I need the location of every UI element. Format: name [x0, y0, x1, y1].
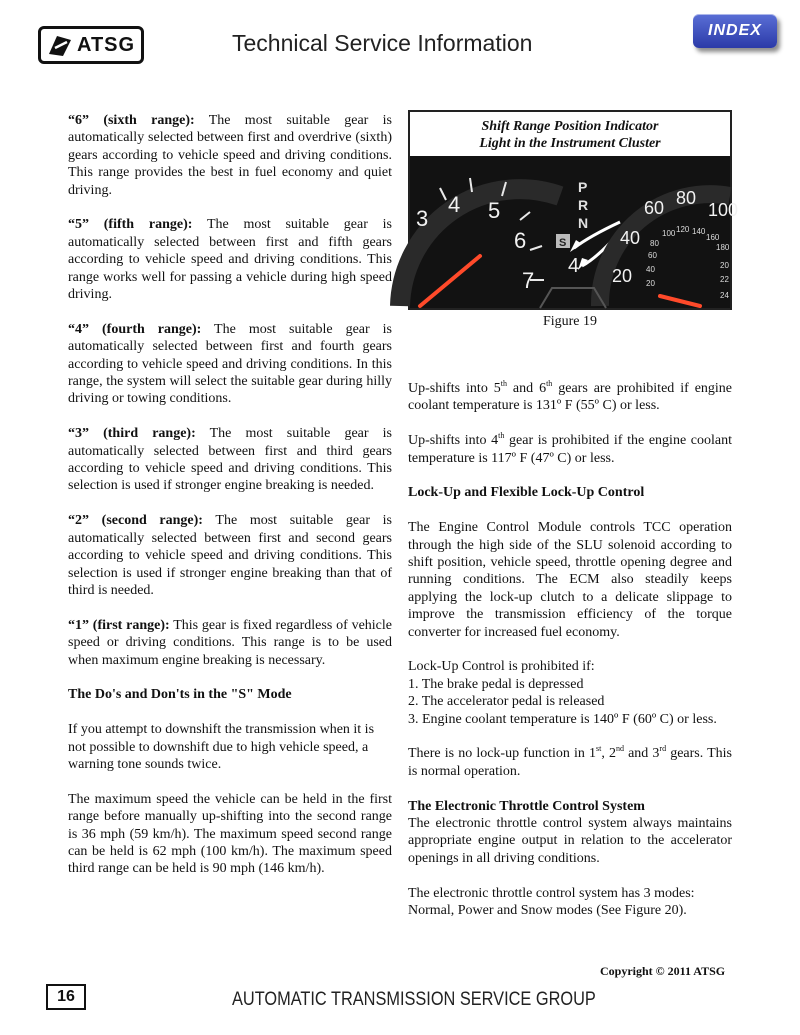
- range-description: This gear is fixed regardless of vehicle speed or driving conditions. This range is to be used when maximum engine breaking is necessary.: [68, 617, 392, 668]
- range-description: The most suitable gear is automatically selected between first and overdrive (sixth) gears according to vehicle speed and driving conditions. This range provides the best in fuel economy and quiet driving.: [68, 113, 392, 198]
- gear-letter: P: [578, 179, 588, 195]
- footer-title: AUTOMATIC TRANSMISSION SERVICE GROUP: [232, 989, 596, 1010]
- right-column: [408, 380, 732, 937]
- gear-letter: N: [578, 215, 589, 231]
- paragraph-downshift-warning: If you attempt to downshift the transmission when it is not possible to downshift due to high vehicle speed, a warning tone sounds twice.: [68, 722, 375, 772]
- speedo-number: 60: [644, 198, 665, 218]
- range-heading: “6” (sixth range):: [68, 113, 195, 128]
- s-indicator: S: [559, 237, 567, 249]
- range-heading: “2” (second range):: [68, 513, 203, 529]
- paragraph-upshift-4: Up-shifts into 4th gear is prohibited if the engine coolant temperature is 117º F (47º C) or less.: [408, 431, 733, 466]
- section-heading-etc: The Electronic Throttle Control System: [408, 798, 645, 814]
- kmh-number: 22: [720, 275, 729, 284]
- range-description: The most suitable gear is automatically selected between first and second gears according to vehicle speed and driving conditions. This selection is used if stronger engine breaking than that of third is needed.: [68, 513, 393, 598]
- tach-number: 4: [448, 192, 461, 217]
- logo-text: ATSG: [77, 33, 136, 56]
- kmh-number: 180: [716, 243, 730, 252]
- paragraph-max-speeds: The maximum speed the vehicle can be held in the first range before manually up-shifting into the second range is 36 mph (59 km/h). The maximum speed second range can be held is 62 mph (100 km/h). The maximum speed third range can be held is 90 mph (146 km/h).: [68, 791, 392, 877]
- tach-number: 5: [488, 198, 501, 223]
- kmh-number: 40: [646, 265, 655, 274]
- gear-letter: R: [578, 197, 589, 213]
- kmh-number: 120: [676, 225, 690, 234]
- kmh-number: 140: [692, 227, 706, 236]
- speedo-number: 20: [612, 266, 633, 286]
- paragraph-upshift-5-6: Up-shifts into 5th and 6th gears are prohibited if engine coolant temperature is 131º F (55º C) or less.: [408, 379, 733, 414]
- paragraph-no-lockup-gears: There is no lock-up function in 1st, 2nd and 3rd gears. This is normal operation.: [408, 744, 733, 779]
- checkered-flag-icon: [47, 34, 73, 56]
- index-button[interactable]: INDEX: [693, 14, 777, 48]
- list-item: 2. The accelerator pedal is released: [408, 694, 605, 710]
- range-description: The most suitable gear is automatically selected between first and third gears according to vehicle speed and driving conditions. This selection is used if stronger engine breaking is needed.: [68, 426, 392, 494]
- paragraph-etc-modes: The electronic throttle control system has 3 modes: Normal, Power and Snow modes (See Figure 20).: [408, 885, 695, 919]
- section-heading: The Do's and Don'ts in the "S" Mode: [68, 687, 292, 703]
- kmh-number: 60: [648, 251, 657, 260]
- tach-number: 6: [514, 228, 527, 253]
- paragraph-sixth-range: [68, 112, 392, 199]
- paragraph-ecm-tcc: The Engine Control Module controls TCC operation through the high side of the SLU solenoid according to shift position, vehicle speed, throttle opening degree and running conditions. The ECM also steadily keeps applying the lock-up clutch to a delicate slippage to improve the transmission efficiency of the torque converter for increased fuel economy.: [408, 520, 732, 640]
- page-number: 16: [46, 984, 86, 1010]
- left-column: [68, 112, 392, 895]
- paragraph-fourth-range: [68, 321, 392, 408]
- range-heading: “1” (first range):: [68, 617, 170, 633]
- paragraph-fifth-range: [68, 216, 392, 303]
- tach-number: 7: [522, 268, 535, 293]
- gear-indicator: 4: [568, 255, 580, 277]
- atsg-logo: [38, 26, 144, 64]
- kmh-number: 80: [650, 239, 659, 248]
- kmh-number: 100: [662, 229, 676, 238]
- section-heading-lockup: Lock-Up and Flexible Lock-Up Control: [408, 485, 645, 501]
- range-heading: “3” (third range):: [68, 426, 196, 442]
- range-heading: “5” (fifth range):: [68, 217, 193, 233]
- range-description: The most suitable gear is automatically selected between first and fourth gears according to vehicle speed and driving conditions. In this range, the system will select the suitable gear during hilly driving or towing conditions.: [68, 321, 393, 407]
- lockup-prohibited-list: [408, 658, 732, 728]
- paragraph-first-range: [68, 617, 392, 669]
- paragraph-second-range: [68, 512, 392, 599]
- kmh-number: 20: [720, 261, 729, 270]
- paragraph-etc-system: The electronic throttle control system always maintains appropriate engine output in relation to the accelerator openings in all driving conditions.: [408, 816, 732, 866]
- speedo-number: 100: [708, 200, 739, 220]
- copyright: Copyright © 2011 ATSG: [600, 964, 726, 978]
- speedo-number: 40: [620, 228, 641, 248]
- figure-label: Figure 19: [542, 314, 598, 329]
- range-heading: “4” (fourth range):: [68, 321, 202, 337]
- figure-19-box: [408, 110, 739, 310]
- page-title: Technical Service Information: [232, 30, 533, 56]
- kmh-number: 160: [706, 233, 720, 242]
- speedo-number: 80: [676, 188, 697, 208]
- tach-number: 3: [416, 206, 429, 231]
- list-item: 3. Engine coolant temperature is 140º F (60º C) or less.: [408, 711, 717, 727]
- instrument-cluster-image: [410, 156, 739, 308]
- kmh-number: 24: [720, 291, 729, 300]
- kmh-number: 20: [646, 279, 655, 288]
- list-intro: Lock-Up Control is prohibited if:: [408, 659, 595, 675]
- figure-caption: Shift Range Position Indicator Light in the Instrument Cluster: [479, 119, 661, 151]
- paragraph-third-range: [68, 425, 392, 495]
- list-item: 1. The brake pedal is depressed: [408, 676, 584, 692]
- range-description: The most suitable gear is automatically selected between first and fifth gears according to vehicle speed and driving conditions. This range works well for passing a vehicle during high speed driving.: [68, 217, 392, 303]
